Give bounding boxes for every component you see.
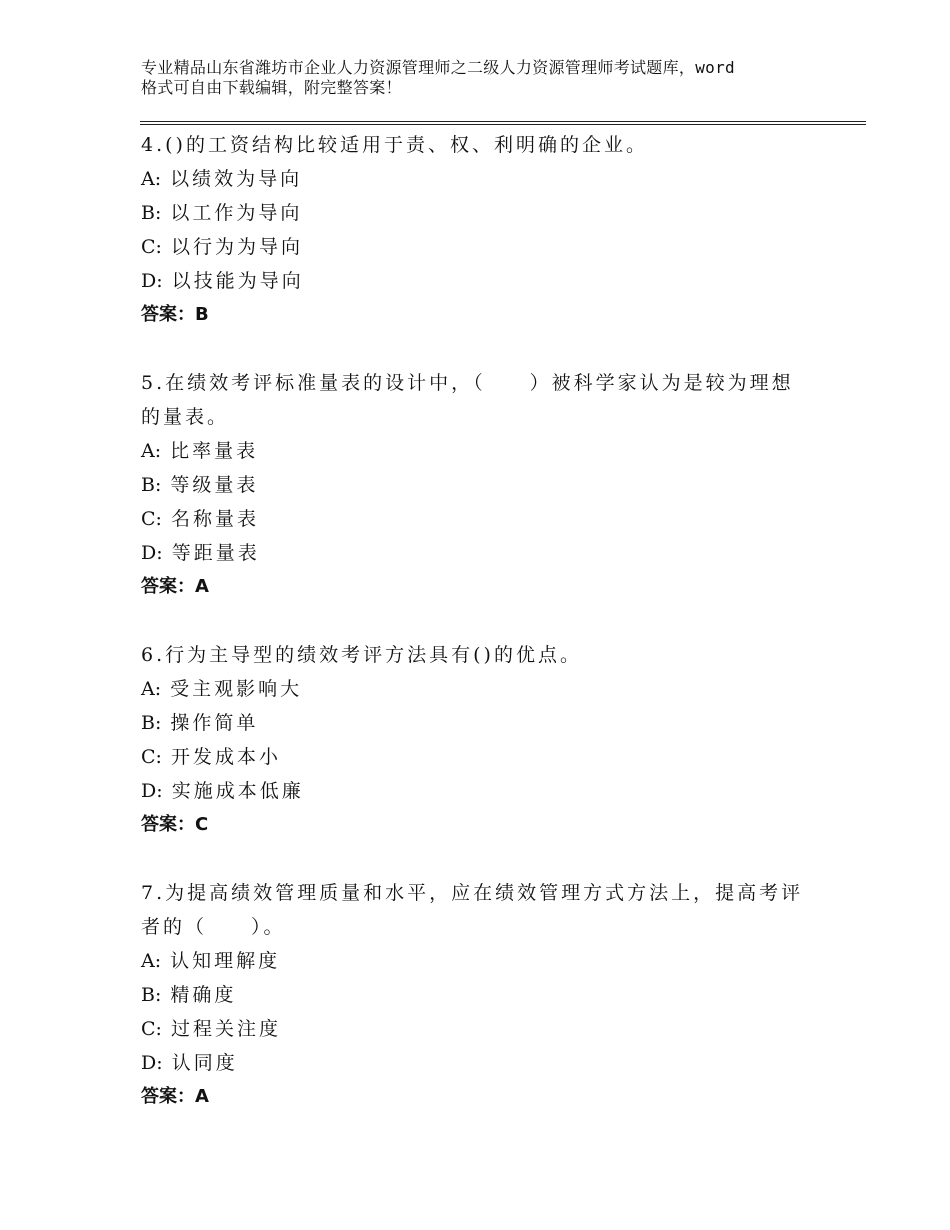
question-4 — [141, 128, 821, 332]
question-6-option-a: A: 受主观影响大 — [141, 678, 303, 700]
question-4-answer: 答案：B — [141, 304, 209, 325]
question-7-text-line-1: 7.为提高绩效管理质量和水平，应在绩效管理方式方法上，提高考评 — [141, 882, 804, 904]
question-5-text-line-2: 的量表。 — [141, 406, 230, 428]
question-5-option-a: A: 比率量表 — [141, 440, 259, 462]
question-4-option-d: D: 以技能为导向 — [141, 270, 304, 292]
question-6 — [141, 638, 821, 842]
question-7-option-b: B: 精确度 — [141, 984, 237, 1006]
question-4-text: 4.()的工资结构比较适用于责、权、利明确的企业。 — [141, 134, 648, 156]
question-5-text-line-1: 5.在绩效考评标准量表的设计中，（ ）被科学家认为是较为理想 — [141, 372, 794, 394]
question-7-option-c: C: 过程关注度 — [141, 1018, 282, 1040]
question-5-answer: 答案：A — [141, 576, 209, 597]
question-4-option-a: A: 以绩效为导向 — [141, 168, 303, 190]
question-6-text: 6.行为主导型的绩效考评方法具有()的优点。 — [141, 644, 582, 666]
question-7-text-line-2: 者的（ ）。 — [141, 916, 286, 938]
question-5-option-d: D: 等距量表 — [141, 542, 260, 564]
question-7-option-a: A: 认知理解度 — [141, 950, 281, 972]
header-line-1: 专业精品山东省潍坊市企业人力资源管理师之二级人力资源管理师考试题库，word — [141, 58, 735, 77]
header-line-2: 格式可自由下载编辑，附完整答案！ — [141, 78, 402, 97]
question-7-option-d: D: 认同度 — [141, 1052, 238, 1074]
question-7-answer: 答案：A — [141, 1086, 209, 1107]
question-6-option-c: C: 开发成本小 — [141, 746, 282, 768]
question-5-option-c: C: 名称量表 — [141, 508, 260, 530]
header-divider-bottom — [140, 124, 866, 125]
header-divider-top — [140, 121, 866, 122]
question-list — [141, 128, 821, 1148]
question-6-option-b: B: 操作简单 — [141, 712, 259, 734]
document-header — [141, 58, 831, 98]
question-6-answer: 答案：C — [141, 814, 209, 835]
question-4-option-b: B: 以工作为导向 — [141, 202, 303, 224]
question-5-option-b: B: 等级量表 — [141, 474, 259, 496]
question-5 — [141, 366, 821, 604]
question-4-option-c: C: 以行为为导向 — [141, 236, 304, 258]
question-7 — [141, 876, 821, 1114]
question-6-option-d: D: 实施成本低廉 — [141, 780, 304, 802]
